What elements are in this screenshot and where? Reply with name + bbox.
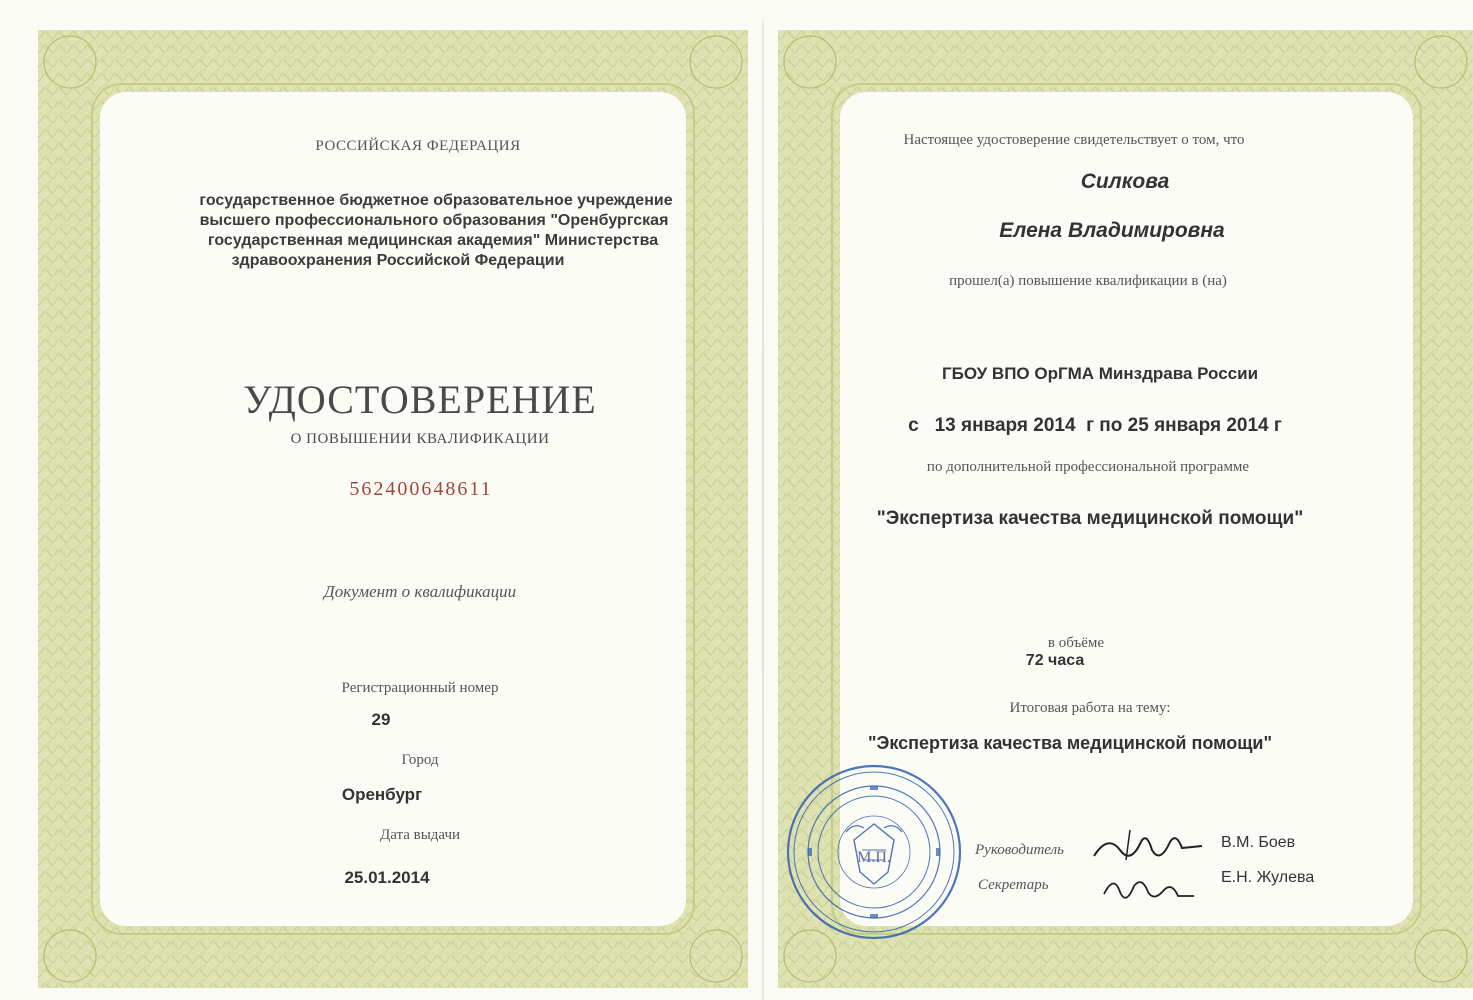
center-fold <box>762 20 764 1000</box>
city-value: Оренбург <box>341 785 423 804</box>
volume-value: 72 часа <box>1025 652 1085 669</box>
issue-date-value: 25.01.2014 <box>344 868 430 887</box>
document-type: Документ о квалификации <box>323 582 517 601</box>
official-seal <box>784 762 964 942</box>
volume-label: в объёме <box>1047 635 1105 651</box>
training-period: с 13 января 2014 г по 25 января 2014 г <box>908 415 1282 436</box>
secretary-label: Секретарь <box>978 877 1049 893</box>
secretary-signature <box>1098 866 1198 910</box>
country-label: РОССИЙСКАЯ ФЕДЕРАЦИЯ <box>315 138 521 154</box>
document-title: УДОСТОВЕРЕНИЕ <box>243 377 597 422</box>
final-work-label: Итоговая работа на тему: <box>1009 700 1171 716</box>
reg-number-value: 29 <box>371 710 391 729</box>
given-names: Елена Владимировна <box>999 219 1225 242</box>
program-label: по дополнительной профессиональной программе <box>926 459 1250 475</box>
reg-number-label: Регистрационный номер <box>341 680 499 696</box>
organization: ГБОУ ВПО ОрГМА Минздрава России <box>941 364 1259 383</box>
head-label: Руководитель <box>975 842 1064 858</box>
city-label: Город <box>401 752 439 768</box>
institution-line-2: высшего профессионального образования "Оренбургская <box>199 212 669 229</box>
surname: Силкова <box>1080 170 1170 193</box>
institution-line-4: здравоохранения Российской Федерации <box>231 252 565 269</box>
serial-number: 562400648611 <box>349 478 493 500</box>
head-signature <box>1090 820 1210 870</box>
seal-center-text: М.П. <box>857 849 891 866</box>
institution-line-3: государственная медицинская академия" Министерства <box>207 232 659 249</box>
head-name: В.М. Боев <box>1221 834 1296 851</box>
institution-line-1: государственное бюджетное образовательное учреждение <box>199 192 673 209</box>
qualification-statement: прошел(а) повышение квалификации в (на) <box>949 273 1227 289</box>
document-subtitle: О ПОВЫШЕНИИ КВАЛИФИКАЦИИ <box>290 431 550 447</box>
program-title: "Экспертиза качества медицинской помощи" <box>876 508 1304 529</box>
issue-date-label: Дата выдачи <box>379 827 461 843</box>
intro-text: Настоящее удостоверение свидетельствует о том, что <box>903 132 1245 148</box>
final-work-title: "Экспертиза качества медицинской помощи" <box>868 733 1272 753</box>
secretary-name: Е.Н. Жулева <box>1221 869 1315 886</box>
